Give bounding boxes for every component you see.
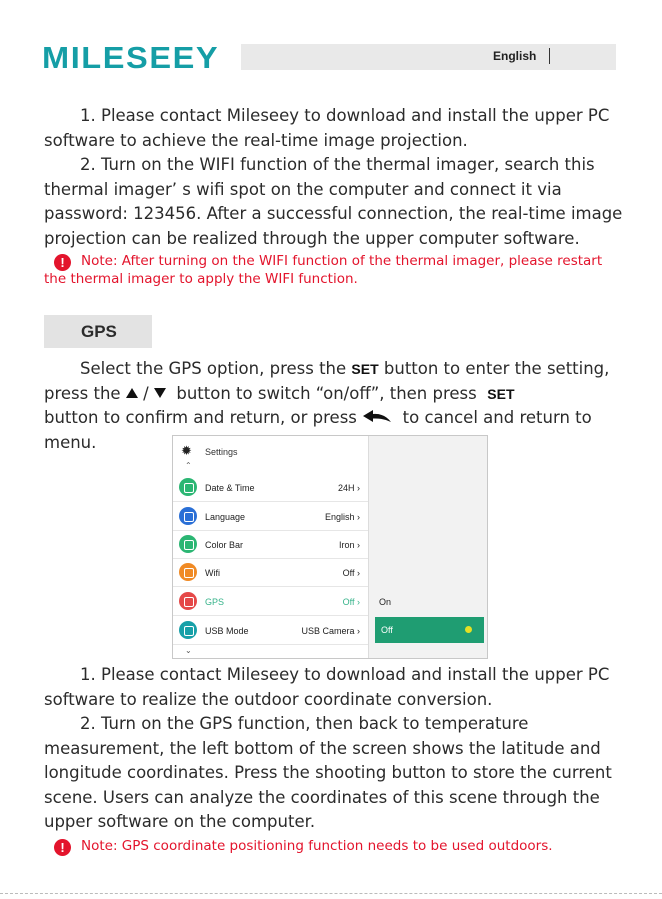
gps-paragraph-2	[44, 712, 624, 835]
location-icon	[179, 592, 197, 610]
option-off-selected	[375, 617, 484, 643]
menu-row-language	[173, 503, 368, 531]
usb-icon	[179, 621, 197, 639]
menu-row-value: Off ›	[342, 597, 360, 607]
wifi-paragraph-2-text: 2. Turn on the WIFI function of the thermal imager, search this thermal imager’ s wifi spot on the computer and connect it via password: 123456. After a successful connection, the real-time image projection can be realized through the upper computer software.	[44, 155, 623, 248]
up-arrow-icon	[126, 388, 138, 398]
menu-row-label: USB Mode	[205, 626, 249, 636]
gps-paragraph-1	[44, 663, 624, 712]
set-button-label-2: SET	[487, 385, 515, 402]
wifi-paragraph-1-text: 1. Please contact Mileseey to download and install the upper PC software to achieve the real-time image projection.	[44, 106, 610, 150]
menu-row-value: English ›	[324, 512, 360, 522]
wifi-note	[44, 253, 624, 288]
gps-paragraph-1-text: 1. Please contact Mileseey to download and install the upper PC software to realize the outdoor coordinate conversion.	[44, 665, 610, 709]
menu-row-label: Date & Time	[205, 483, 255, 493]
chevron-down-icon: ⌄	[185, 646, 192, 655]
menu-row-value: Off ›	[342, 568, 360, 578]
menu-row-gps	[173, 588, 368, 616]
down-arrow-icon	[154, 388, 166, 398]
menu-row-usb-mode	[173, 617, 368, 645]
settings-title: Settings	[205, 447, 238, 457]
menu-row-label: Wifi	[205, 568, 220, 578]
menu-row-wifi	[173, 559, 368, 587]
gps-note-text: Note: GPS coordinate positioning function needs to be used outdoors.	[81, 838, 553, 854]
menu-row-label: Language	[205, 512, 246, 522]
brand-logo: MILESEEY	[42, 40, 220, 75]
menu-row-value: 24H ›	[337, 483, 360, 493]
page-bottom-divider	[0, 893, 662, 894]
gps-instr-e: to cancel and return to menu.	[44, 408, 592, 452]
option-on: On	[379, 597, 392, 607]
language-divider	[549, 48, 550, 64]
menu-row-value: Iron ›	[338, 540, 360, 550]
warning-icon: !	[54, 254, 71, 271]
language-bar	[241, 44, 616, 70]
gps-heading: GPS	[44, 315, 152, 348]
wifi-paragraph-1	[44, 104, 624, 153]
menu-row-value: USB Camera ›	[301, 626, 360, 636]
selected-dot-icon	[465, 626, 472, 633]
menu-row-date-time	[173, 474, 368, 502]
gps-instr-d: button to confirm and return, or press	[44, 408, 357, 427]
language-icon	[179, 507, 197, 525]
settings-menu	[173, 436, 368, 659]
gear-icon: ✹	[181, 444, 192, 459]
back-arrow-icon	[362, 410, 392, 424]
calendar-icon	[179, 478, 197, 496]
gps-instr-c: button to switch “on/off”, then press	[176, 383, 477, 403]
gps-instr-a: Select the GPS option, press the	[80, 359, 347, 378]
language-label: English	[493, 49, 537, 63]
set-button-label: SET	[351, 361, 379, 377]
option-off-label: Off	[381, 625, 393, 635]
wifi-note-text: Note: After turning on the WIFI function of the thermal imager, please restart the thermal imager to apply the WIFI function.	[44, 253, 603, 287]
wifi-paragraph-2	[44, 153, 624, 251]
menu-row-label: Color Bar	[205, 540, 244, 550]
menu-row-label: GPS	[205, 597, 225, 607]
gps-options-panel	[368, 436, 488, 659]
warning-icon: !	[54, 839, 71, 856]
gps-paragraph-2-text: 2. Turn on the GPS function, then back to temperature measurement, the left bottom of the screen shows the latitude and longitude coordinates. Press the shooting button to store the current scene. Users can analyze the coordinates of this scene through the upper software on the computer.	[44, 714, 612, 831]
settings-screen-image	[172, 435, 488, 659]
gps-note	[44, 838, 624, 856]
wifi-icon	[179, 563, 197, 581]
chevron-up-icon: ⌃	[185, 461, 192, 470]
menu-row-color-bar	[173, 531, 368, 559]
palette-icon	[179, 535, 197, 553]
gps-instr-slash: /	[143, 383, 149, 403]
gps-instr-b: button to enter the setting, press the	[44, 359, 610, 403]
